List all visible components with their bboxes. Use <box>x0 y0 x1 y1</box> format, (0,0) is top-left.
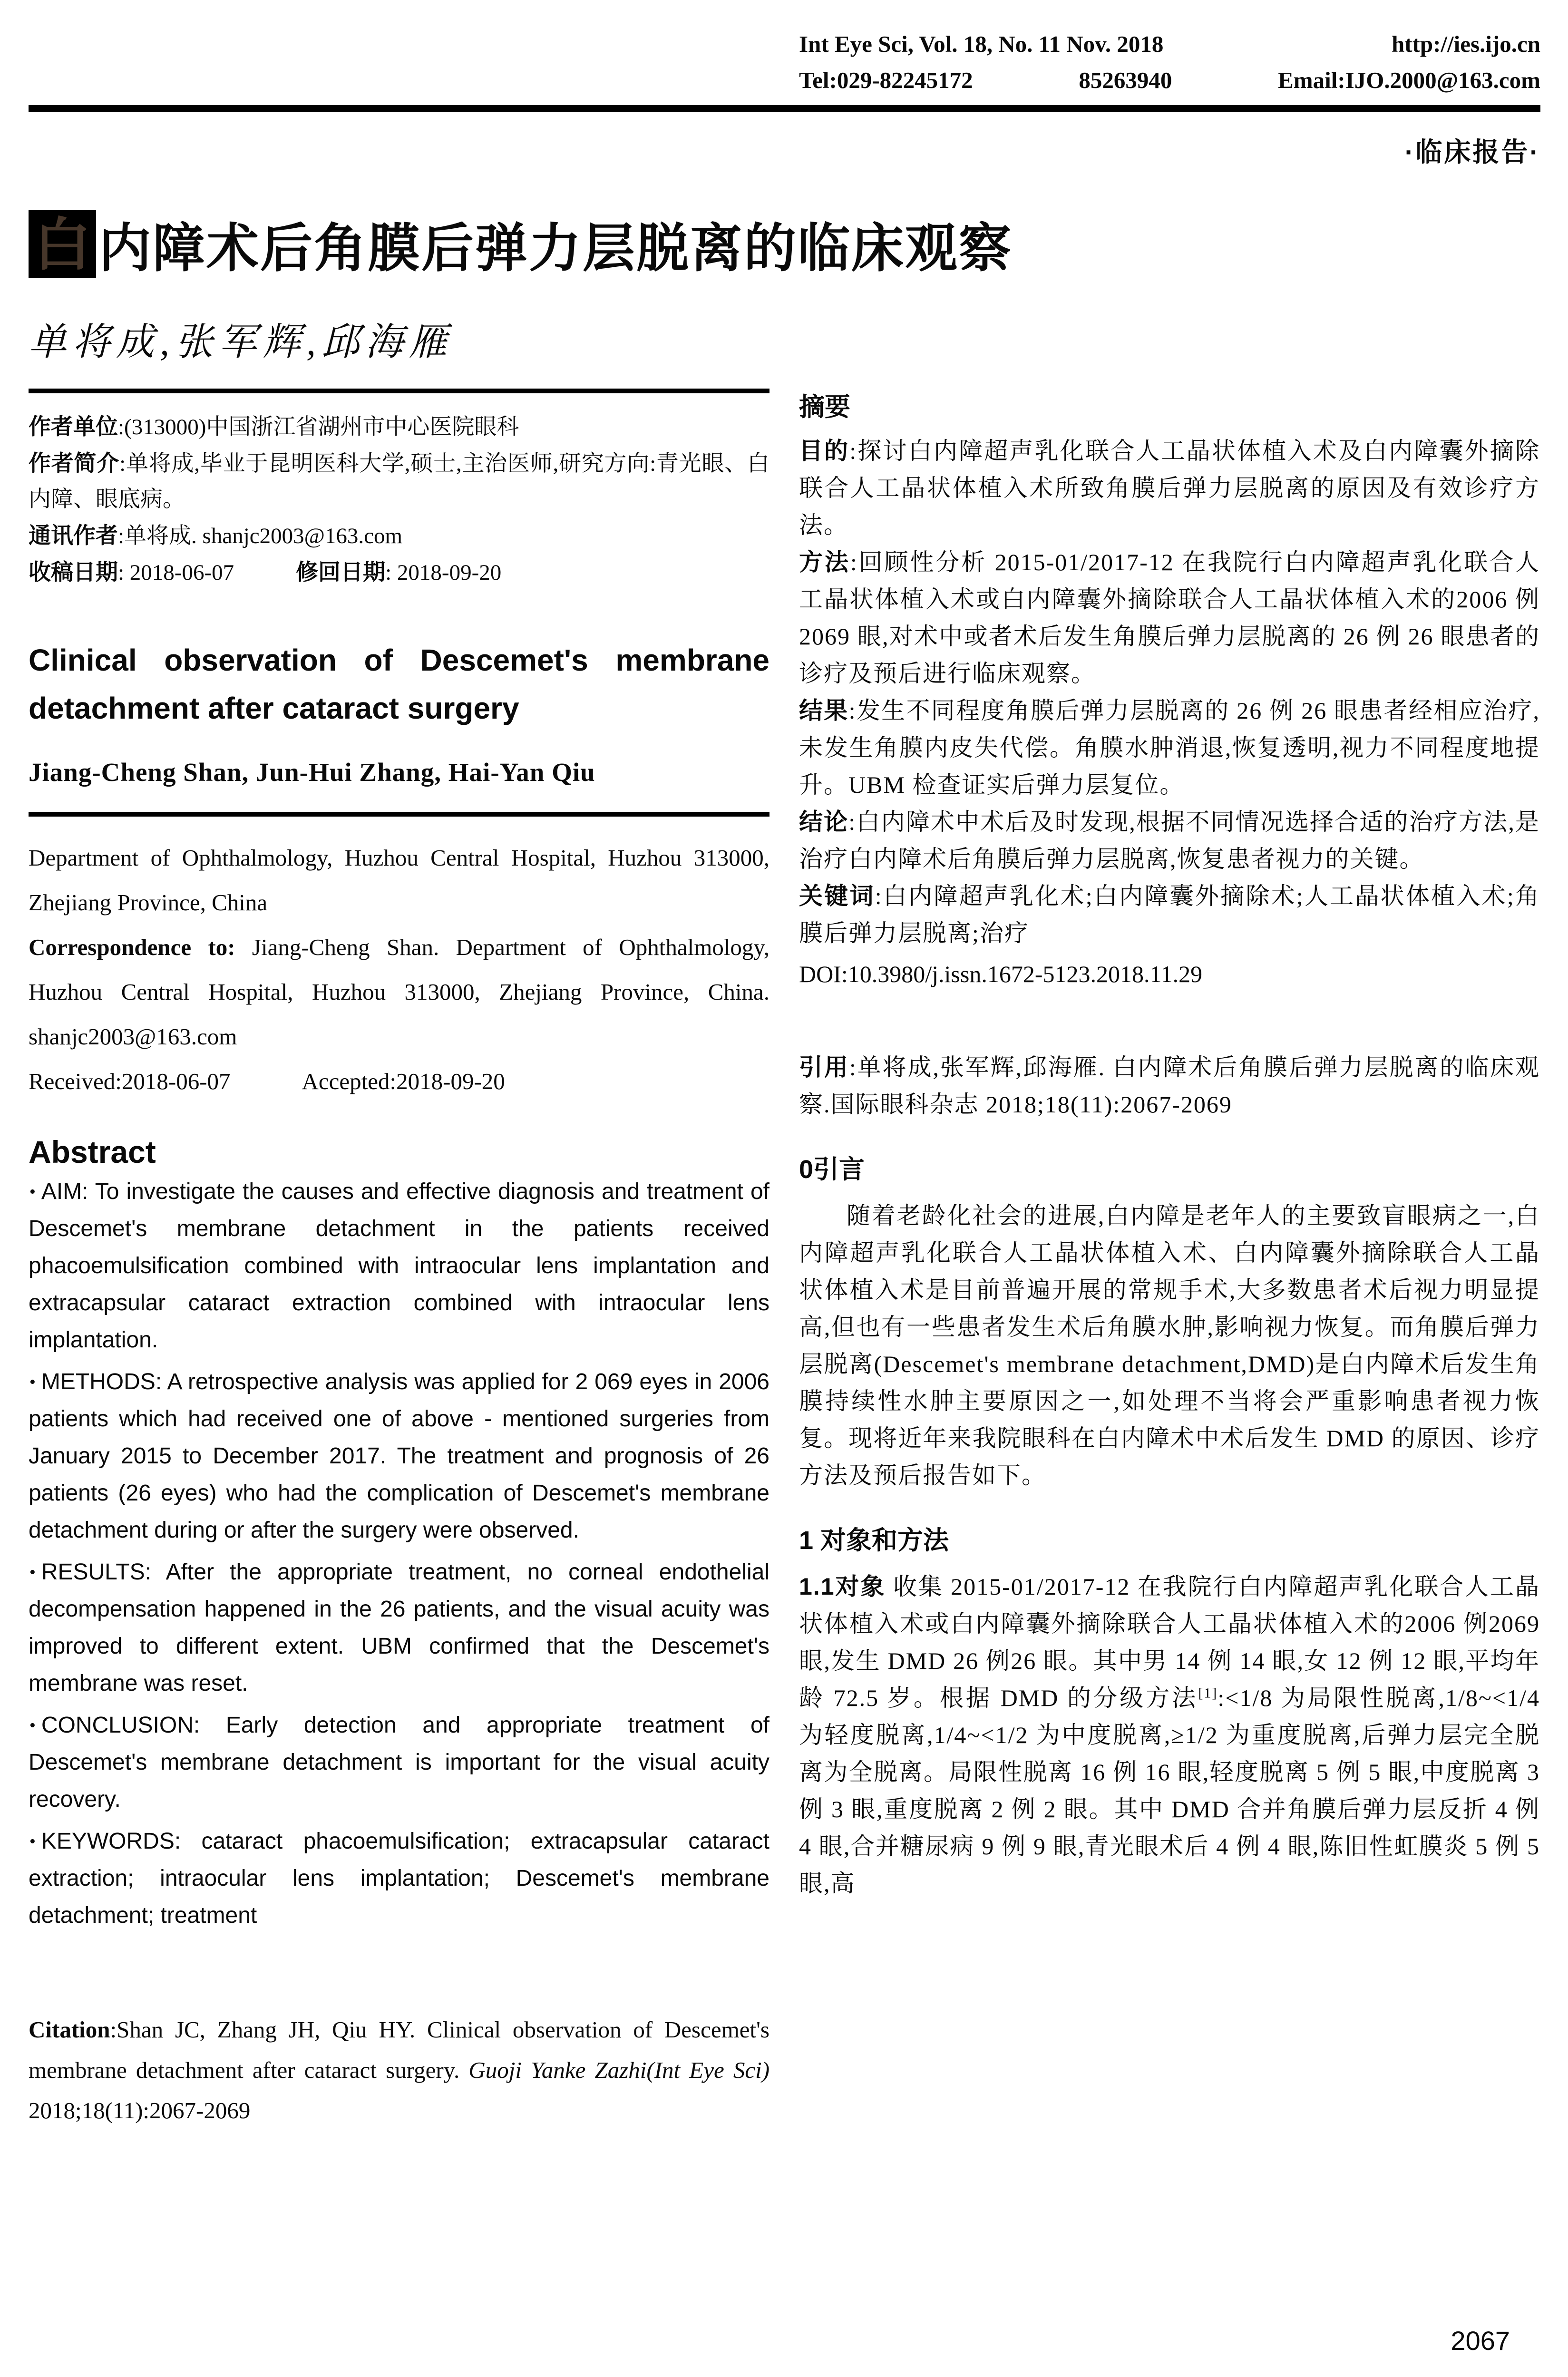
cn-aim-text: :探讨白内障超声乳化联合人工晶状体植入术及白内障囊外摘除联合人工晶状体植入术所致角膜后弹力层脱离的原因及有效诊疗方法。 <box>799 438 1540 538</box>
intro-heading: 0引言 <box>799 1155 865 1184</box>
methods-gap <box>886 1573 893 1600</box>
revised-date: : 2018-09-20 <box>385 560 502 585</box>
correspondence-text-en: Jiang-Cheng Shan. Department of Ophthalmology, Huzhou Central Hospital, Huzhou 313000, Zhejiang Province, China. shanjc2003@163.com <box>29 934 770 1050</box>
keywords-label: KEYWORDS: <box>41 1829 181 1854</box>
cn-abstract-results <box>799 692 1540 803</box>
affiliation-block-en <box>29 812 769 1104</box>
footnote-block <box>29 389 769 591</box>
citation-cn <box>799 1049 1540 1123</box>
citation-cn-text: :单将成,张军辉,邱海雁. 白内障术后角膜后弹力层脱离的临床观察.国际眼科杂志 2018;18(11):2067-2069 <box>799 1054 1540 1118</box>
affiliation-text: :(313000)中国浙江省湖州市中心医院眼科 <box>118 415 519 439</box>
cn-abstract-conclusion <box>799 803 1540 877</box>
bullet-icon: • <box>29 1373 36 1391</box>
corresponding-text: :单将成. shanjc2003@163.com <box>118 524 403 548</box>
aim-label: AIM: <box>41 1179 88 1204</box>
correspondence-en <box>29 925 769 1059</box>
cn-keywords-text: :白内障超声乳化术;白内障囊外摘除术;人工晶状体植入术;角膜后弹力层脱离;治疗 <box>799 883 1540 946</box>
conclusion-label: CONCLUSION: <box>41 1713 200 1738</box>
corresponding-label: 通讯作者 <box>29 523 118 548</box>
methods-label: METHODS: <box>41 1369 162 1394</box>
methods-heading: 1 对象和方法 <box>799 1526 949 1555</box>
accepted-en: Accepted:2018-09-20 <box>302 1068 505 1094</box>
citation-block <box>29 2009 769 2131</box>
bullet-icon: • <box>29 1716 36 1734</box>
cn-methods-label: 方法 <box>799 549 850 575</box>
authors-cn: 单将成,张军辉,邱海雁 <box>29 321 453 363</box>
methods-text-2: :<1/8 为局限性脱离,1/8~<1/4 为轻度脱离,1/4~<1/2 为中度脱离,≥1/2 为重度脱离,后弹力层完全脱离为全脱离。局限性脱离 16 例 16 眼,轻度脱离 5 例 5 眼,中度脱离 3 例 3 眼,重度脱离 2 例 2 眼。其中 DMD 合并角膜后弹力层反折 4 例 4 眼,合并糖尿病 9 例 9 眼,青光眼术后 4 例 4 眼,陈旧性虹膜炎 5 例 5 眼,高 <box>799 1685 1540 1897</box>
abstract-conclusion <box>29 1707 769 1818</box>
cn-conclusion-label: 结论 <box>799 809 849 835</box>
received-date: : 2018-06-07 <box>118 560 234 585</box>
header-contact-line <box>799 62 1540 98</box>
revised-label: 修回日期 <box>296 559 386 585</box>
citation-text-2: 2018;18(11):2067-2069 <box>29 2097 251 2124</box>
abstract-heading-cn: 摘要 <box>799 393 850 421</box>
journal-email: Email:IJO.2000@163.com <box>1278 67 1540 93</box>
header-rule <box>29 105 1540 112</box>
results-text: After the appropriate treatment, no corneal endothelial decompensation happened in the 26 patients, and the visual acuity was improved to different extent. UBM confirmed that the Descemet's membrane was reset. <box>29 1559 769 1696</box>
journal-tel2: 85263940 <box>1079 67 1172 93</box>
footnote-affiliation <box>29 409 769 445</box>
reference-marker: [1] <box>1198 1685 1218 1701</box>
left-column <box>29 389 769 2154</box>
article-title-en: Clinical observation of Descemet's membrane detachment after cataract surgery <box>29 643 769 725</box>
citation-cn-label: 引用 <box>799 1054 849 1081</box>
methods-text: A retrospective analysis was applied for 2 069 eyes in 2006 patients which had received one of above - mentioned surgeries from January 2015 to December 2017. The treatment and prognosis of 26 patients (26 eyes) who had the complication of Descemet's membrane detachment during or after the surgery were observed. <box>29 1369 769 1543</box>
article-title-cn <box>29 206 1540 282</box>
abstract-methods <box>29 1364 769 1549</box>
bullet-icon: • <box>29 1183 36 1201</box>
cn-abstract-aim <box>799 432 1540 544</box>
abstract-aim <box>29 1173 769 1359</box>
methods-sub-label: 1.1对象 <box>799 1573 886 1600</box>
bio-text: :单将成,毕业于昆明医科大学,硕士,主治医师,研究方向:青光眼、白内障、眼底病。 <box>29 451 770 512</box>
right-column <box>799 389 1540 1902</box>
keywords-text: cataract phacoemulsification; extracapsular cataract extraction; intraocular lens implantation; Descemet's membrane detachment; treatment <box>29 1829 769 1928</box>
cn-aim-label: 目的 <box>799 438 850 464</box>
received-accepted-line <box>29 1059 769 1104</box>
cn-methods-text: :回顾性分析 2015-01/2017-12 在我院行白内障超声乳化联合人工晶状体植入术或白内障囊外摘除联合人工晶状体植入术的2006 例2069 眼,对术中或者术后发生角膜后弹力层脱离的 26 例 26 眼患者的诊疗及预后进行临床观察。 <box>799 549 1540 687</box>
two-column-body <box>29 389 1540 2154</box>
affiliation-en: Department of Ophthalmology, Huzhou Central Hospital, Huzhou 313000, Zhejiang Province, China <box>29 845 769 916</box>
bullet-icon: • <box>29 1832 36 1851</box>
conclusion-text: Early detection and appropriate treatment of Descemet's membrane detachment is important for the visual acuity recovery. <box>29 1713 769 1812</box>
correspondence-label-en: Correspondence to: <box>29 934 235 960</box>
cn-abstract-keywords <box>799 877 1540 952</box>
methods-text-1: 收集 2015-01/2017-12 在我院行白内障超声乳化联合人工晶状体植入术或白内障囊外摘除联合人工晶状体植入术的2006 例2069 眼,发生 DMD 26 例26 眼。其中男 14 例 14 眼,女 12 例 12 眼,平均年龄 72.5 岁。根据 DMD 的分级方法 <box>799 1573 1540 1711</box>
bullet-icon: • <box>29 1563 36 1581</box>
header-journal-line <box>799 26 1540 62</box>
doi-line: DOI:10.3980/j.issn.1672-5123.2018.11.29 <box>799 961 1203 987</box>
abstract-keywords <box>29 1823 769 1934</box>
journal-website: http://ies.ijo.cn <box>1391 31 1540 57</box>
authors-en: Jiang-Cheng Shan, Jun-Hui Zhang, Hai-Yan Qiu <box>29 758 595 787</box>
received-label: 收稿日期 <box>29 559 118 585</box>
abstract-results <box>29 1554 769 1702</box>
received-en: Received:2018-06-07 <box>29 1068 231 1094</box>
methods-paragraph <box>799 1568 1540 1902</box>
results-label: RESULTS: <box>41 1559 151 1585</box>
page-header <box>799 26 1540 98</box>
footnote-bio <box>29 445 769 517</box>
cn-keywords-label: 关键词 <box>799 883 875 909</box>
journal-volume-text: Int Eye Sci, Vol. 18, No. 11 Nov. 2018 <box>799 31 1164 57</box>
citation-journal-name: Guoji Yanke Zazhi(Int Eye Sci) <box>468 2057 770 2083</box>
intro-paragraph: 随着老龄化社会的进展,白内障是老年人的主要致盲眼病之一,白内障超声乳化联合人工晶状体植入术、白内障囊外摘除联合人工晶状体植入术是目前普遍开展的常规手术,大多数患者术后视力明显提高,但也有一些患者发生术后角膜水肿,影响视力恢复。而角膜后弹力层脱离(Descemet's membrane detachment,DMD)是白内障术后发生角膜持续性水肿主要原因之一,如处理不当将会严重影响患者视力恢复。现将近年来我院眼科在白内障术中术后发生 DMD 的原因、诊疗方法及预后报告如下。 <box>799 1202 1540 1489</box>
journal-tel: Tel:029-82245172 <box>799 67 973 93</box>
cn-results-text: :发生不同程度角膜后弹力层脱离的 26 例 26 眼患者经相应治疗,未发生角膜内皮失代偿。角膜水肿消退,恢复透明,视力不同程度地提升。UBM 检查证实后弹力层复位。 <box>799 697 1540 798</box>
title-text: 内障术后角膜后弹力层脱离的临床观察 <box>99 219 1013 278</box>
title-drop-cap: 白 <box>29 210 96 278</box>
bio-label: 作者简介 <box>29 450 120 476</box>
citation-label: Citation <box>29 2017 110 2043</box>
page-number: 2067 <box>1451 2326 1510 2356</box>
article-type-label: ·临床报告· <box>1404 137 1540 167</box>
aim-text: To investigate the causes and effective diagnosis and treatment of Descemet's membrane detachment in the patients received phacoemulsification combined with intraocular lens implantation and extracapsular cataract extraction combined with intraocular lens implantation. <box>29 1179 769 1353</box>
abstract-heading: Abstract <box>29 1134 156 1169</box>
cn-results-label: 结果 <box>799 697 849 724</box>
affiliation-label: 作者单位 <box>29 414 118 439</box>
cn-conclusion-text: :白内障术中术后及时发现,根据不同情况选择合适的治疗方法,是治疗白内障术后角膜后弹力层脱离,恢复患者视力的关键。 <box>799 809 1540 872</box>
footnote-dates <box>29 554 769 591</box>
citation-text-1: :Shan JC, Zhang JH, Qiu HY. Clinical observation of Descemet's membrane detachment after cataract surgery. <box>29 2017 769 2083</box>
footnote-corresponding <box>29 517 769 554</box>
cn-abstract-methods <box>799 544 1540 692</box>
